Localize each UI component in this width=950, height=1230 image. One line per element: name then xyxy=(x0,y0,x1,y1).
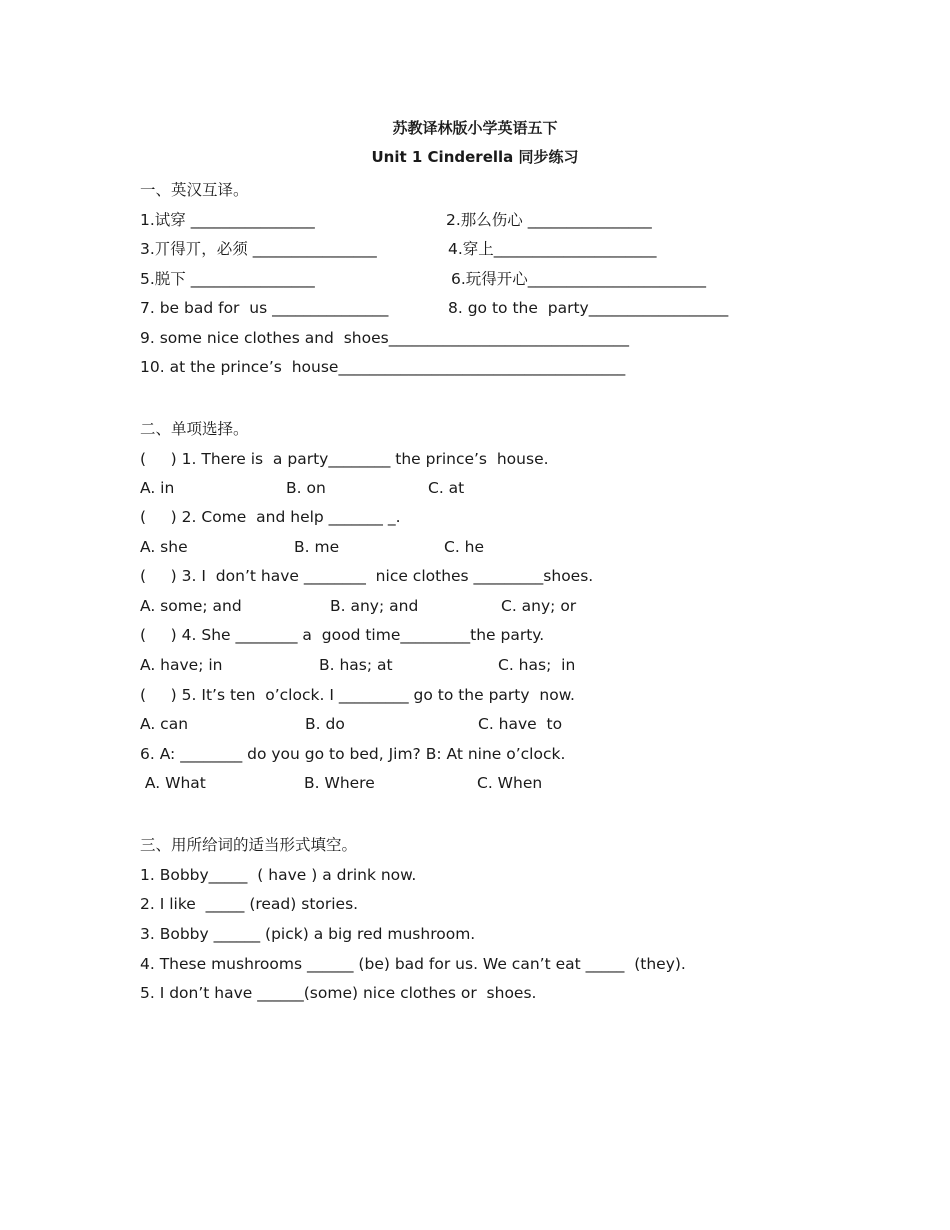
s1-item-1: 1.试穿 ________________ xyxy=(140,211,315,229)
s2-q4-option-c: C. has; in xyxy=(498,656,576,674)
s2-question-6: 6. A: ________ do you go to bed, Jim? B: At nine o’clock. xyxy=(140,745,566,763)
s3-item-3: 3. Bobby ______ (pick) a big red mushroom. xyxy=(140,925,476,943)
s2-q4-option-b: B. has; at xyxy=(319,656,393,674)
s2-question-3: ( ) 3. I don’t have ________ nice clothes _________shoes. xyxy=(140,567,594,585)
s3-item-5: 5. I don’t have ______(some) nice clothes or shoes. xyxy=(140,984,537,1002)
s2-q3-option-a: A. some; and xyxy=(140,597,242,615)
s2-q3-option-c: C. any; or xyxy=(501,597,577,615)
s1-item-6: 6.玩得开心_______________________ xyxy=(451,270,707,288)
s1-item-10: 10. at the prince’s house_____________________________________ xyxy=(140,358,626,376)
worksheet-subtitle: Unit 1 Cinderella 同步练习 xyxy=(371,148,579,166)
s2-question-1: ( ) 1. There is a party________ the prince’s house. xyxy=(140,450,549,468)
s3-item-4: 4. These mushrooms ______ (be) bad for us. We can’t eat _____ (they). xyxy=(140,955,686,973)
s2-q4-option-a: A. have; in xyxy=(140,656,223,674)
s2-q1-option-b: B. on xyxy=(286,479,326,497)
s2-q6-option-a: A. What xyxy=(140,774,206,792)
s2-q1-option-c: C. at xyxy=(428,479,465,497)
s2-q2-option-a: A. she xyxy=(140,538,188,556)
s2-q5-option-b: B. do xyxy=(305,715,345,733)
s2-question-4: ( ) 4. She ________ a good time_________the party. xyxy=(140,626,545,644)
s2-q5-option-a: A. can xyxy=(140,715,189,733)
s2-q2-option-c: C. he xyxy=(444,538,485,556)
s2-question-2: ( ) 2. Come and help _______ _. xyxy=(140,508,401,526)
s3-item-1: 1. Bobby_____ ( have ) a drink now. xyxy=(140,866,417,884)
s1-item-4: 4.穿上_____________________ xyxy=(448,240,657,258)
s2-question-5: ( ) 5. It’s ten o’clock. I _________ go to the party now. xyxy=(140,686,575,704)
s2-q2-option-b: B. me xyxy=(294,538,340,556)
section2-heading: 二、单项选择。 xyxy=(140,420,249,438)
s2-q6-option-c: C. When xyxy=(477,774,543,792)
s2-q6-option-b: B. Where xyxy=(304,774,375,792)
s1-item-5: 5.脱下 ________________ xyxy=(140,270,315,288)
s1-item-3: 3.丌得丌，必须 ________________ xyxy=(140,240,377,258)
section1-heading: 一、英汉互译。 xyxy=(140,181,249,199)
s2-q5-option-c: C. have to xyxy=(478,715,563,733)
s3-item-2: 2. I like _____ (read) stories. xyxy=(140,895,359,913)
s1-item-8: 8. go to the party__________________ xyxy=(448,299,729,317)
s1-item-7: 7. be bad for us _______________ xyxy=(140,299,389,317)
s1-item-9: 9. some nice clothes and shoes_______________________________ xyxy=(140,329,629,347)
s1-item-2: 2.那么伤心 ________________ xyxy=(446,211,652,229)
s2-q3-option-b: B. any; and xyxy=(330,597,419,615)
s2-q1-option-a: A. in xyxy=(140,479,175,497)
section3-heading: 三、用所给词的适当形式填空。 xyxy=(140,836,358,854)
worksheet-title: 苏教译林版小学英语五下 xyxy=(392,119,558,137)
